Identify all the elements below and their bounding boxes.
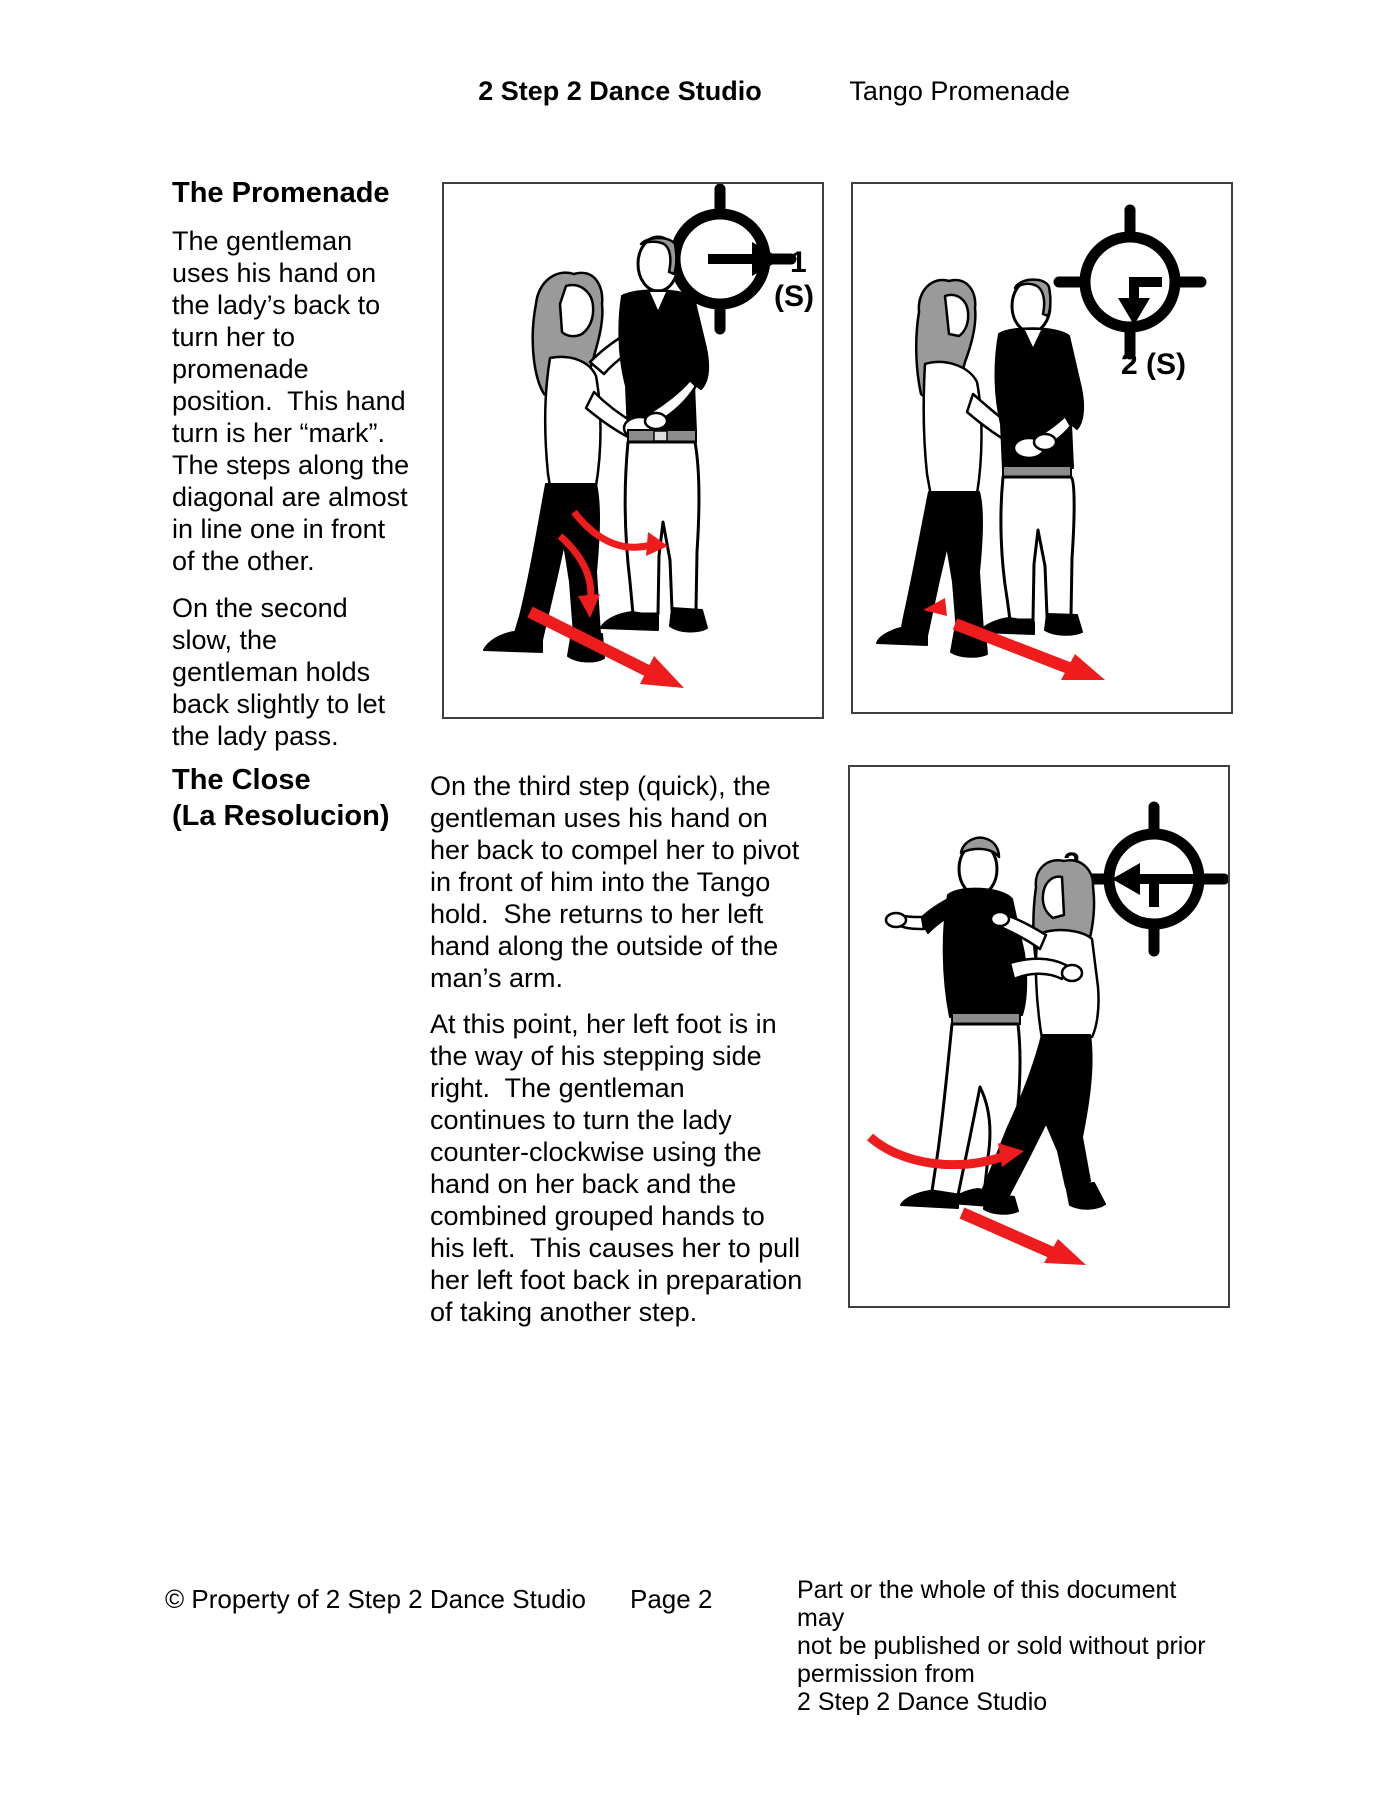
step-label: 2 (S) bbox=[1121, 348, 1187, 381]
close-heading: The Close (La Resolucion) bbox=[172, 764, 390, 832]
footer-page-number: Page 2 bbox=[630, 1584, 713, 1614]
header-document-title: Tango Promenade bbox=[849, 76, 1070, 106]
compass-arrowhead bbox=[1112, 863, 1140, 895]
close-paragraph-1: On the third step (quick), the gentleman uses his hand on her back to compel her to pivot in front of him into the Tango hold. She returns to her left hand along the outside of the man’s arm. bbox=[430, 771, 800, 993]
step3-illustration bbox=[850, 767, 1228, 1306]
woman-top bbox=[545, 357, 600, 486]
footer-copyright: © Property of 2 Step 2 Dance Studio bbox=[165, 1584, 586, 1614]
step1-illustration bbox=[444, 184, 822, 717]
header-studio-title: 2 Step 2 Dance Studio bbox=[478, 76, 762, 106]
figure-box-step3 bbox=[848, 765, 1230, 1308]
man-pants bbox=[625, 442, 699, 614]
compass-icon bbox=[1059, 210, 1201, 381]
promenade-paragraph-2: On the second slow, the gentleman holds back slightly to let the lady pass. bbox=[172, 593, 386, 751]
promenade-heading: The Promenade bbox=[172, 177, 390, 209]
woman-top bbox=[1036, 930, 1099, 1039]
woman-pants bbox=[514, 484, 600, 640]
man-figure bbox=[601, 237, 708, 632]
man-pants bbox=[1001, 477, 1074, 620]
man-shirt bbox=[944, 889, 1026, 1017]
woman-face bbox=[1043, 877, 1064, 918]
figure-box-step1 bbox=[442, 182, 824, 719]
man-belt bbox=[1003, 466, 1071, 477]
close-paragraph-2: At this point, her left foot is in the way of his stepping side right. The gentleman continues to turn the lady counter-clockwise using the hand on her back and the combined grouped hands to his left. This causes her to pull her left foot back in preparation of taking another step. bbox=[430, 1009, 803, 1327]
step-number-label: 1 bbox=[790, 246, 807, 279]
step-timing-label: (S) bbox=[774, 280, 814, 313]
promenade-paragraph-1: The gentleman uses his hand on the lady’s back to turn her to promenade position. This hand turn is her “mark”. The steps along the diagonal are almost in line one in front of the other. bbox=[172, 226, 410, 576]
step2-illustration bbox=[853, 184, 1231, 712]
woman-face bbox=[560, 285, 593, 336]
man-figure bbox=[980, 280, 1083, 635]
figure-box-step2 bbox=[851, 182, 1233, 714]
woman-top bbox=[924, 362, 982, 496]
woman-face bbox=[945, 295, 968, 336]
man-extended-hand bbox=[886, 913, 906, 927]
footer-permission-notice: Part or the whole of this document may not be published or sold without prior permission from 2 Step 2 Dance Studio bbox=[797, 1576, 1206, 1716]
travel-arrow bbox=[962, 1213, 1062, 1257]
man-belt bbox=[952, 1013, 1020, 1024]
